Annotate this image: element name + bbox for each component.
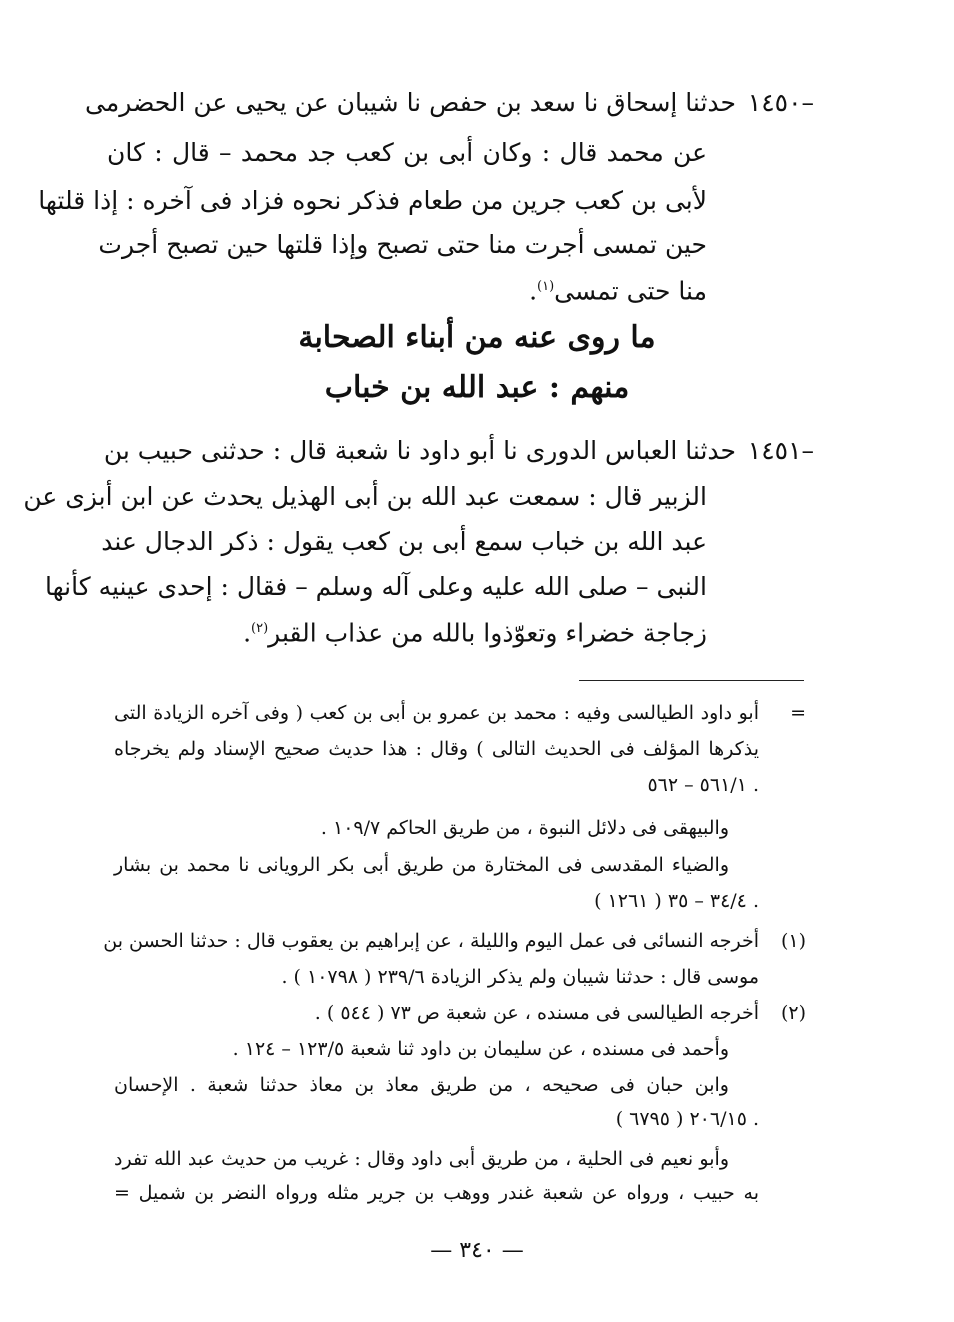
hadith-line: حدثنا إسحاق نا سعد بن حفص نا شيبان عن يحيى عن الحضرمى bbox=[85, 88, 736, 117]
hadith-line: النبى – صلى الله عليه وعلى آله وسلم – فقال : إحدى عينيه كأنها bbox=[45, 572, 707, 601]
footnote-line: ٣٤/٤ – ٣٥ ( ١٢٦١ ) . bbox=[594, 890, 759, 912]
footnote-marker-2: (٢) bbox=[780, 1002, 806, 1024]
footnote-line: يذكرها المؤلف فى الحديث التالى ) وقال : هذا حديث صحيح الإسناد ولم يخرجاه bbox=[114, 738, 759, 760]
hadith-line bbox=[243, 614, 707, 648]
hadith-line-text: زجاجة خضراء وتعوّذوا بالله من عذاب القبر bbox=[268, 618, 707, 648]
section-heading: ما روى عنه من أبناء الصحابة bbox=[298, 320, 656, 355]
footnote-line: والضياء المقدسى فى المختارة من طريق أبى بكر الرويانى نا محمد بن بشار bbox=[114, 854, 729, 876]
hadith-line-text: منا حتى تمسى bbox=[554, 276, 707, 306]
footnote-separator bbox=[579, 680, 804, 681]
hadith-number: ١٤٥١– bbox=[747, 436, 814, 465]
footnote-ref: (١) bbox=[537, 279, 555, 294]
period: . bbox=[243, 618, 252, 648]
hadith-line: عن محمد قال : وكان أبى بن كعب جد محمد – قال : كان bbox=[107, 138, 707, 167]
footnote-line: وأبو نعيم فى الحلية ، من طريق أبى داود وقال : غريب من حديث عبد الله تفرد bbox=[114, 1148, 729, 1170]
period: . bbox=[529, 276, 538, 306]
footnote-line: أبو داود الطيالسى وفيه : محمد بن عمرو بن أبى بن كعب ( وفى آخره الزيادة التى bbox=[114, 702, 759, 724]
continuation-marker: = bbox=[790, 702, 806, 724]
hadith-line: لأبى بن كعب جرين من طعام فذكر نحوه فزاد فى آخره : إذا قلتها bbox=[38, 186, 707, 215]
footnote-marker-1: (١) bbox=[780, 930, 806, 952]
footnote-line: وابن حبان فى صحيحه ، من طريق معاذ بن معاذ حدثنا شعبة . الإحسان bbox=[114, 1074, 729, 1096]
footnote-line: به حبيب ، ورواه عن شعبة غندر ووهب بن جرير مثله ورواه النضر بن شميل = bbox=[114, 1182, 759, 1204]
hadith-line: عبد الله بن خباب سمع أبى بن كعب يقول : ذكر الدجال عند bbox=[101, 527, 707, 556]
hadith-line: الزبير قال : سمعت عبد الله بن أبى الهذيل يحدث عن ابن أبزى عن bbox=[23, 482, 707, 511]
footnote-line: والبيهقى فى دلائل النبوة ، من طريق الحاكم ١٠٩/٧ . bbox=[320, 817, 729, 839]
footnote-line: وأحمد فى مسنده ، عن سليمان بن داود ثنا شعبة ١٢٣/٥ – ١٢٤ . bbox=[232, 1038, 729, 1060]
subsection-heading: منهم : عبد الله بن خباب bbox=[324, 370, 630, 405]
footnote-ref: (٢) bbox=[251, 621, 269, 636]
footnote-line: موسى قال : حدثنا شيبان ولم يذكر الزيادة ٢٣٩/٦ ( ١٠٧٩٨ ) . bbox=[281, 966, 759, 988]
footnote-line: أخرجه النسائى فى عمل اليوم والليلة ، عن إبراهيم بن يعقوب قال : حدثنا الحسن بن bbox=[103, 930, 759, 952]
hadith-number: ١٤٥٠– bbox=[747, 88, 814, 117]
footnote-line: ٥٦١/١ – ٥٦٢ . bbox=[647, 774, 759, 796]
footnote-line: ٢٠٦/١٥ ( ٦٧٩٥ ) . bbox=[615, 1108, 759, 1130]
hadith-line: حدثنا العباس الدورى نا أبو داود نا شعبة قال : حدثنى حبيب بن bbox=[103, 436, 736, 465]
footnote-line: أخرجه الطيالسى فى مسنده ، عن شعبة ص ٧٣ ( ٥٤٤ ) . bbox=[314, 1002, 759, 1024]
page-number: — ٣٤٠ — bbox=[430, 1238, 524, 1263]
hadith-line: حين تمسى أجرت منا حتى تصبح وإذا قلتها حين تصبح أجرت bbox=[98, 230, 707, 259]
hadith-line bbox=[529, 272, 707, 306]
